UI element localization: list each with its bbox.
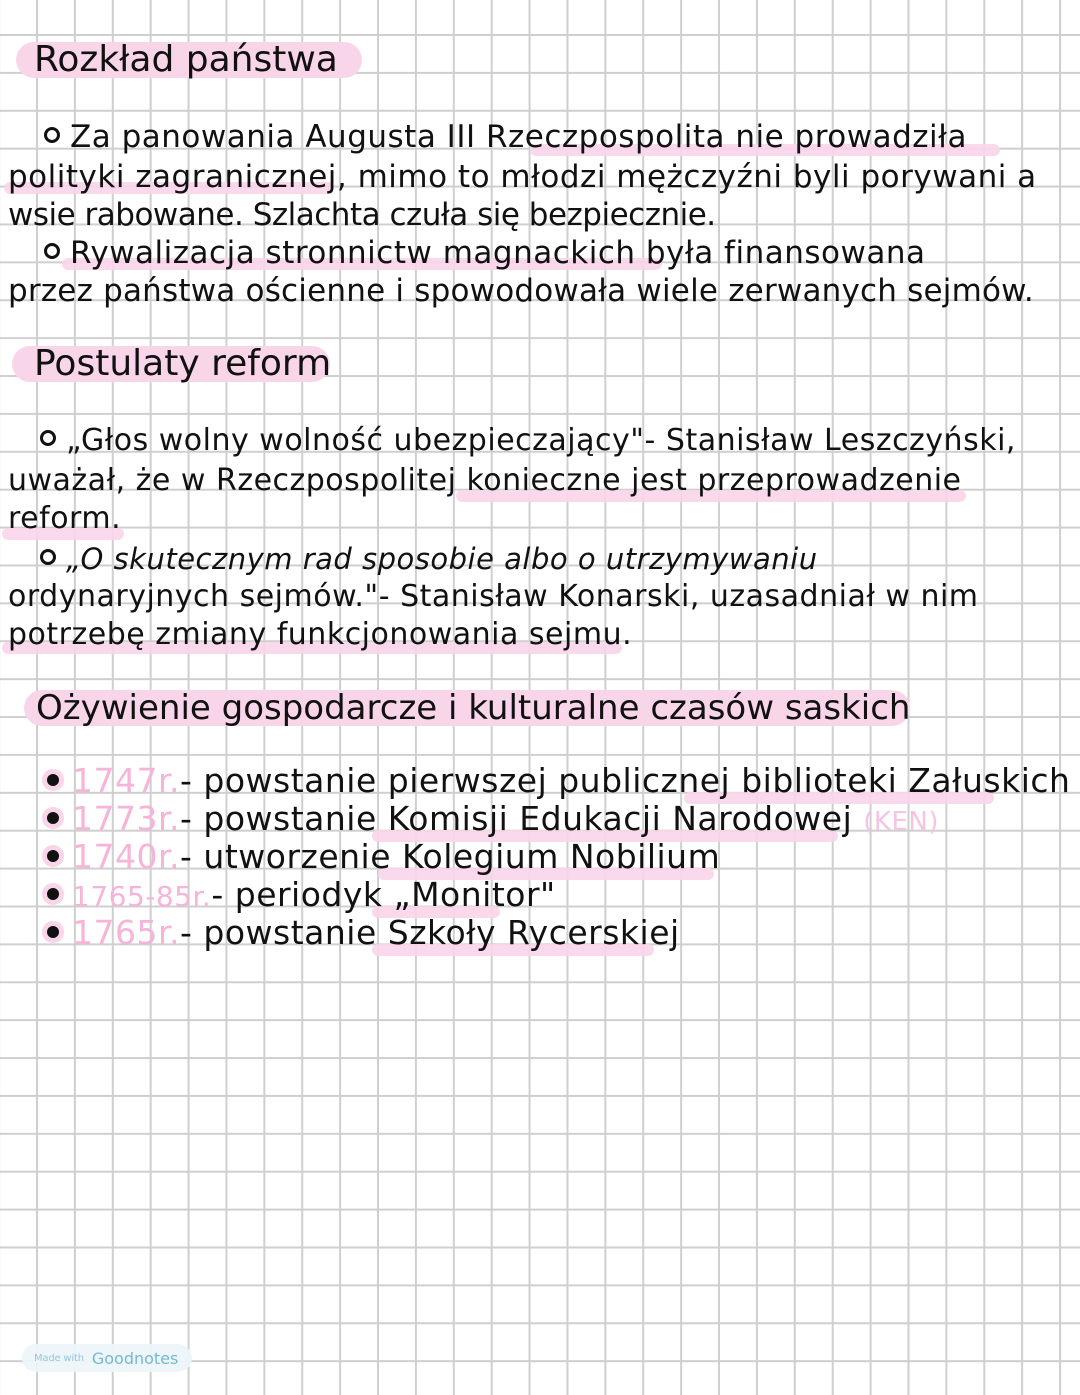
timeline-date: 1773r. [72, 799, 181, 838]
paragraph-line: wsie rabowane. Szlachta czuła się bezpiecznie. [8, 197, 716, 233]
timeline-item [42, 838, 720, 876]
timeline-text: - periodyk „Monitor" [211, 875, 556, 914]
section-heading-ozywienie: Ożywienie gospodarcze i kulturalne czasów saskich [36, 688, 911, 728]
section-heading-rozklad: Rozkład państwa [34, 39, 338, 80]
text: „Głos wolny wolność ubezpieczający"- Stanisław Leszczyński, [66, 423, 1016, 458]
bullet-icon [44, 243, 60, 259]
section-heading-postulaty: Postulaty reform [34, 343, 332, 384]
timeline-date: 1740r. [72, 837, 181, 876]
timeline-date: 1765r. [72, 913, 181, 952]
watermark-prefix: Made with [34, 1352, 84, 1364]
bullet-icon [42, 845, 64, 867]
timeline-text: - powstanie pierwszej publicznej biblioteki Załuskich [180, 761, 1071, 800]
paragraph-line: przez państwa ościenne i spowodowała wiele zerwanych sejmów. [8, 273, 1034, 309]
text: Za panowania Augusta III Rzeczpospolita nie prowadziła [70, 119, 967, 155]
timeline-date: 1765-85r. [72, 880, 212, 913]
timeline-item [42, 762, 1070, 800]
timeline-item [42, 914, 680, 952]
paragraph-line [44, 118, 967, 156]
bullet-icon [40, 549, 56, 565]
bullet-icon [42, 769, 64, 791]
paragraph-line: potrzebę zmiany funkcjonowania sejmu. [8, 617, 633, 652]
paragraph-line [40, 422, 1016, 460]
timeline-date: 1747r. [72, 761, 181, 800]
timeline-item [42, 800, 939, 841]
bullet-icon [44, 127, 60, 143]
paragraph-line [44, 234, 925, 272]
bullet-icon [42, 883, 64, 905]
bullet-icon [40, 430, 56, 446]
timeline-note: (KEN) [863, 807, 939, 837]
bullet-icon [42, 807, 64, 829]
paragraph-line: reform. [8, 501, 122, 536]
timeline-item [42, 876, 556, 916]
goodnotes-watermark [22, 1344, 192, 1372]
timeline-text: - powstanie Szkoły Rycerskiej [180, 913, 680, 952]
watermark-brand: Goodnotes [91, 1348, 179, 1368]
bullet-icon [42, 921, 64, 943]
paragraph-line: uważał, że w Rzeczpospolitej konieczne jest przeprowadzenie [8, 463, 962, 498]
text: Rywalizacja stronnictw magnackich była finansowana [70, 235, 926, 271]
timeline-text: - utworzenie Kolegium Nobilium [180, 837, 721, 876]
paragraph-line: ordynaryjnych sejmów."- Stanisław Konarski, uzasadniał w nim [8, 579, 979, 614]
paragraph-line: polityki zagranicznej, mimo to młodzi mężczyźni byli porywani a [8, 159, 1037, 195]
text: „O skutecznym rad sposobie albo o utrzymywaniu [66, 542, 818, 576]
timeline-text: - powstanie Komisji Edukacji Narodowej [180, 799, 853, 838]
paragraph-line [40, 540, 818, 578]
